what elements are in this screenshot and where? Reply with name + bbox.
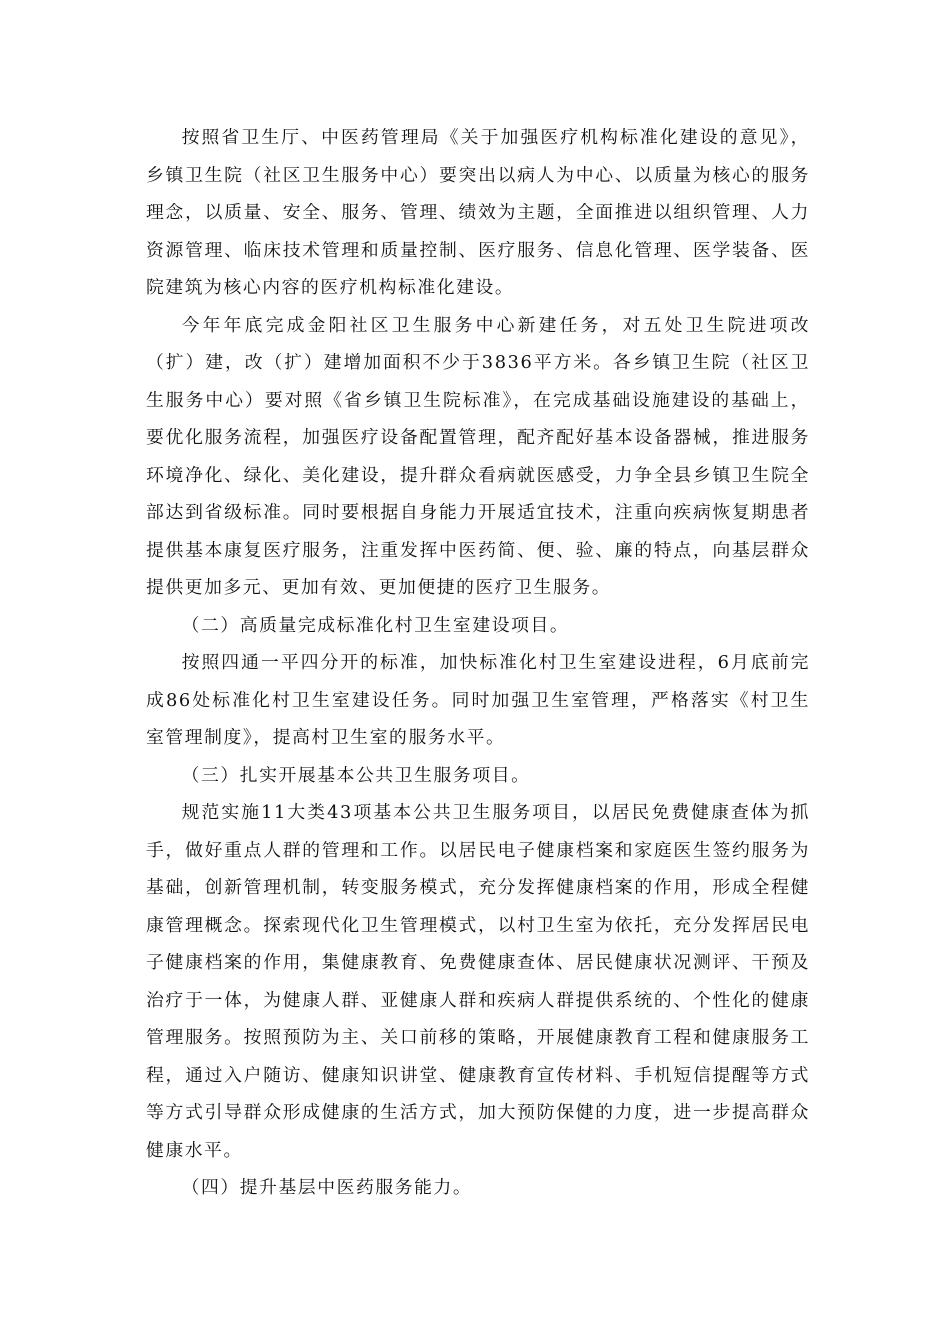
section-heading-public-health: （三）扎实开展基本公共卫生服务项目。 [181, 764, 531, 786]
paragraph-construction-tasks: 今年年底完成金阳社区卫生服务中心新建任务，对五处卫生院进项改（扩）建，改（扩）建增加面积不少于3836平方米。各乡镇卫生院（社区卫生服务中心）要对照《省乡镇卫生院标准》，在完成基础设施建设的基础上，要优化服务流程，加强医疗设备配置管理，配齐配好基本设备器械，推进服务环境净化、绿化、美化建设，提升群众看病就医感受，力争全县乡镇卫生院全部达到省级标准。同时要根据自身能力开展适宜技术，注重向疾病恢复期患者提供基本康复医疗服务，注重发挥中医药简、便、验、廉的特点，向基层群众提供更加多元、更加有效、更加便捷的医疗卫生服务。 [146, 314, 810, 598]
section-heading-village-clinics: （二）高质量完成标准化村卫生室建设项目。 [181, 614, 570, 636]
paragraph-village-clinic-standard: 按照四通一平四分开的标准，加快标准化村卫生室建设进程，6月底前完成86处标准化村卫生室建设任务。同时加强卫生室管理，严格落实《村卫生室管理制度》，提高村卫生室的服务水平。 [146, 652, 810, 748]
paragraph-public-health-services: 规范实施11大类43项基本公共卫生服务项目，以居民免费健康查体为抓手，做好重点人群的管理和工作。以居民电子健康档案和家庭医生签约服务为基础，创新管理机制，转变服务模式，充分发挥健康档案的作用，形成全程健康管理概念。探索现代化卫生管理模式，以村卫生室为依托，充分发挥居民电子健康档案的作用，集健康教育、免费健康查体、居民健康状况测评、干预及治疗于一体，为健康人群、亚健康人群和疾病人群提供系统的、个性化的健康管理服务。按照预防为主、关口前移的策略，开展健康教育工程和健康服务工程，通过入户随访、健康知识讲堂、健康教育宣传材料、手机短信提醒等方式等方式引导群众形成健康的生活方式，加大预防保健的力度，进一步提高群众健康水平。 [146, 802, 810, 1161]
section-heading-tcm-services: （四）提升基层中医药服务能力。 [181, 1177, 473, 1198]
paragraph-standardization-opinion: 按照省卫生厅、中医药管理局《关于加强医疗机构标准化建设的意见》，乡镇卫生院（社区卫生服务中心）要突出以病人为中心、以质量为核心的服务理念，以质量、安全、服务、管理、绩效为主题，全面推进以组织管理、人力资源管理、临床技术管理和质量控制、医疗服务、信息化管理、医学装备、医院建筑为核心内容的医疗机构标准化建设。 [146, 127, 810, 298]
document-page [146, 119, 810, 1207]
